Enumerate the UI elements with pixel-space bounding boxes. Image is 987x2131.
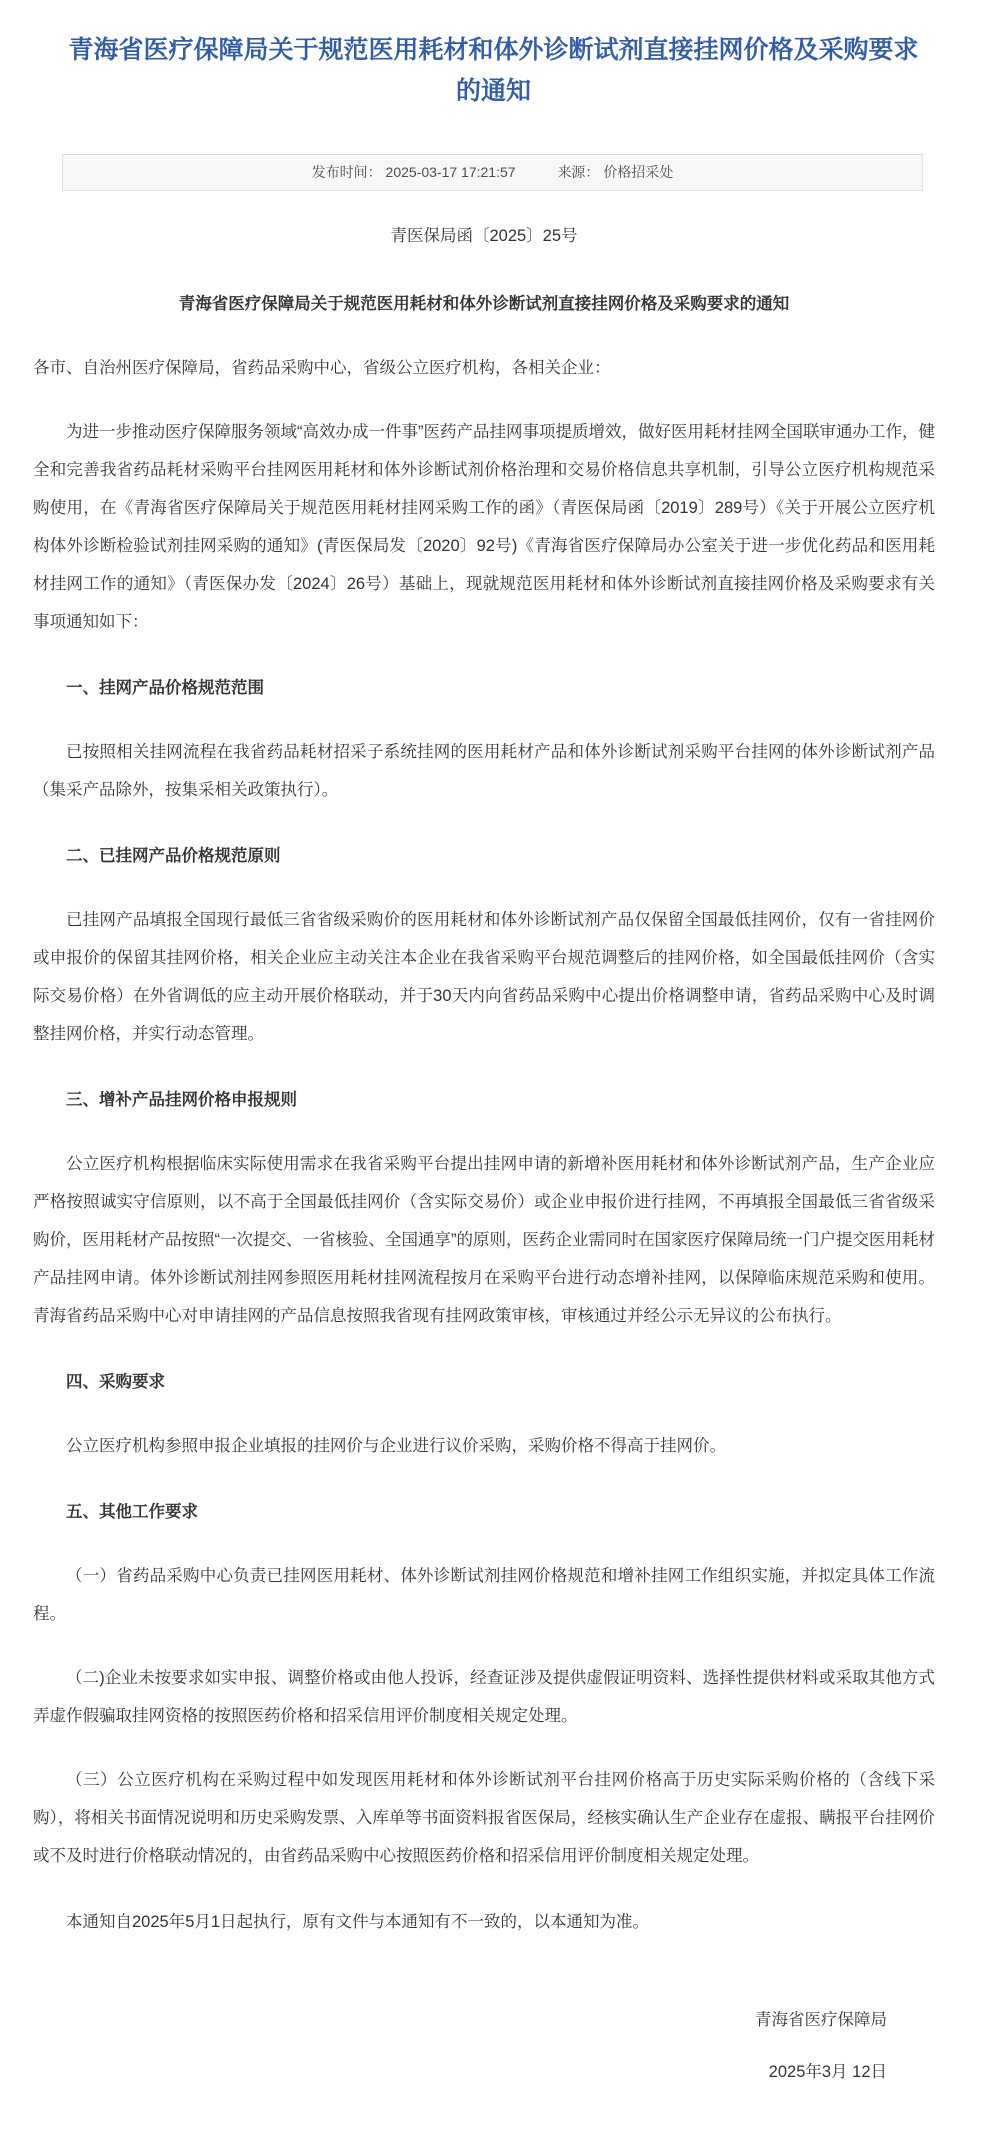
document-number: 青医保局函〔2025〕25号 (390, 227, 578, 245)
section-5-heading: 五、其他工作要求 (66, 1503, 198, 1521)
section-3-paragraph: 公立医疗机构根据临床实际使用需求在我省采购平台提出挂网申请的新增补医用耗材和体外诊断试剂产品，生产企业应严格按照诚实守信原则，以不高于全国最低挂网价（含实际交易价）或企业申报价进行挂网，不再填报全国最低三省省级采购价，医用耗材产品按照“一次提交、一省核验、全国通享”的原则，医药企业需同时在国家医疗保障局统一门户提交医用耗材产品挂网申请。体外诊断试剂挂网参照医用耗材挂网流程按月在采购平台进行动态增补挂网，以保障临床规范采购和使用。青海省药品采购中心对申请挂网的产品信息按照我省现有挂网政策审核，审核通过并经公示无异议的公布执行。 (33, 1155, 935, 1325)
notice-document (0, 217, 987, 2131)
section-5-paragraph-1: （一）省药品采购中心负责已挂网医用耗材、体外诊断试剂挂网价格规范和增补挂网工作组织实施，并拟定具体工作流程。 (33, 1567, 935, 1623)
section-4-paragraph: 公立医疗机构参照申报企业填报的挂网价与企业进行议价采购，采购价格不得高于挂网价。 (66, 1437, 726, 1455)
document-subtitle: 青海省医疗保障局关于规范医用耗材和体外诊断试剂直接挂网价格及采购要求的通知 (178, 295, 790, 313)
section-3-heading: 三、增补产品挂网价格申报规则 (66, 1091, 297, 1109)
section-2-heading: 二、已挂网产品价格规范原则 (66, 847, 281, 865)
section-2-paragraph: 已挂网产品填报全国现行最低三省省级采购价的医用耗材和体外诊断试剂产品仅保留全国最低挂网价，仅有一省挂网价或申报价的保留其挂网价格，相关企业应主动关注本企业在我省采购平台规范调整后的挂网价格，如全国最低挂网价（含实际交易价格）在外省调低的应主动开展价格联动，并于30天内向省药品采购中心提出价格调整申请，省药品采购中心及时调整挂网价格，并实行动态管理。 (33, 911, 935, 1043)
source-value: 价格招采处 (603, 164, 674, 180)
salutation: 各市、自治州医疗保障局，省药品采购中心，省级公立医疗机构，各相关企业： (33, 359, 611, 377)
publish-time-item (312, 155, 516, 190)
issuer-signature: 青海省医疗保障局 (755, 2011, 887, 2029)
source-item (557, 155, 673, 190)
section-1-paragraph: 已按照相关挂网流程在我省药品耗材招采子系统挂网的医用耗材产品和体外诊断试剂采购平台挂网的体外诊断试剂产品（集采产品除外，按集采相关政策执行）。 (33, 743, 935, 799)
publish-meta-bar (62, 154, 923, 191)
closing-paragraph: 本通知自2025年5月1日起执行，原有文件与本通知有不一致的，以本通知为准。 (66, 1913, 650, 1931)
publish-time-value: 2025-03-17 17:21:57 (385, 164, 516, 180)
issue-date: 2025年3月 12日 (768, 2063, 887, 2081)
page-title: 青海省医疗保障局关于规范医用耗材和体外诊断试剂直接挂网价格及采购要求的通知 (68, 36, 919, 105)
publish-time-label: 发布时间： (311, 164, 382, 180)
section-5-paragraph-3: （三）公立医疗机构在采购过程中如发现医用耗材和体外诊断试剂平台挂网价格高于历史实际采购价格的（含线下采购），将相关书面情况说明和历史采购发票、入库单等书面资料报省医保局，经核实确认生产企业存在虚报、瞒报平台挂网价或不及时进行价格联动情况的，由省药品采购中心按照医药价格和招采信用评价制度相关规定处理。 (33, 1771, 935, 1865)
intro-paragraph: 为进一步推动医疗保障服务领域“高效办成一件事”医药产品挂网事项提质增效，做好医用耗材挂网全国联审通办工作，健全和完善我省药品耗材采购平台挂网医用耗材和体外诊断试剂价格治理和交易价格信息共享机制，引导公立医疗机构规范采购使用，在《青海省医疗保障局关于规范医用耗材挂网采购工作的函》（青医保局函〔2019〕289号）《关于开展公立医疗机构体外诊断检验试剂挂网采购的通知》(青医保局发〔2020〕92号)《青海省医疗保障局办公室关于进一步优化药品和医用耗材挂网工作的通知》（青医保办发〔2024〕26号）基础上，现就规范医用耗材和体外诊断试剂直接挂网价格及采购要求有关事项通知如下： (33, 423, 935, 631)
source-label: 来源： (557, 164, 600, 180)
section-5-paragraph-2: （二)企业未按要求如实申报、调整价格或由他人投诉，经查证涉及提供虚假证明资料、选择性提供材料或采取其他方式弄虚作假骗取挂网资格的按照医药价格和招采信用评价制度相关规定处理。 (33, 1669, 935, 1725)
section-1-heading: 一、挂网产品价格规范范围 (66, 679, 264, 697)
section-4-heading: 四、采购要求 (66, 1373, 165, 1391)
